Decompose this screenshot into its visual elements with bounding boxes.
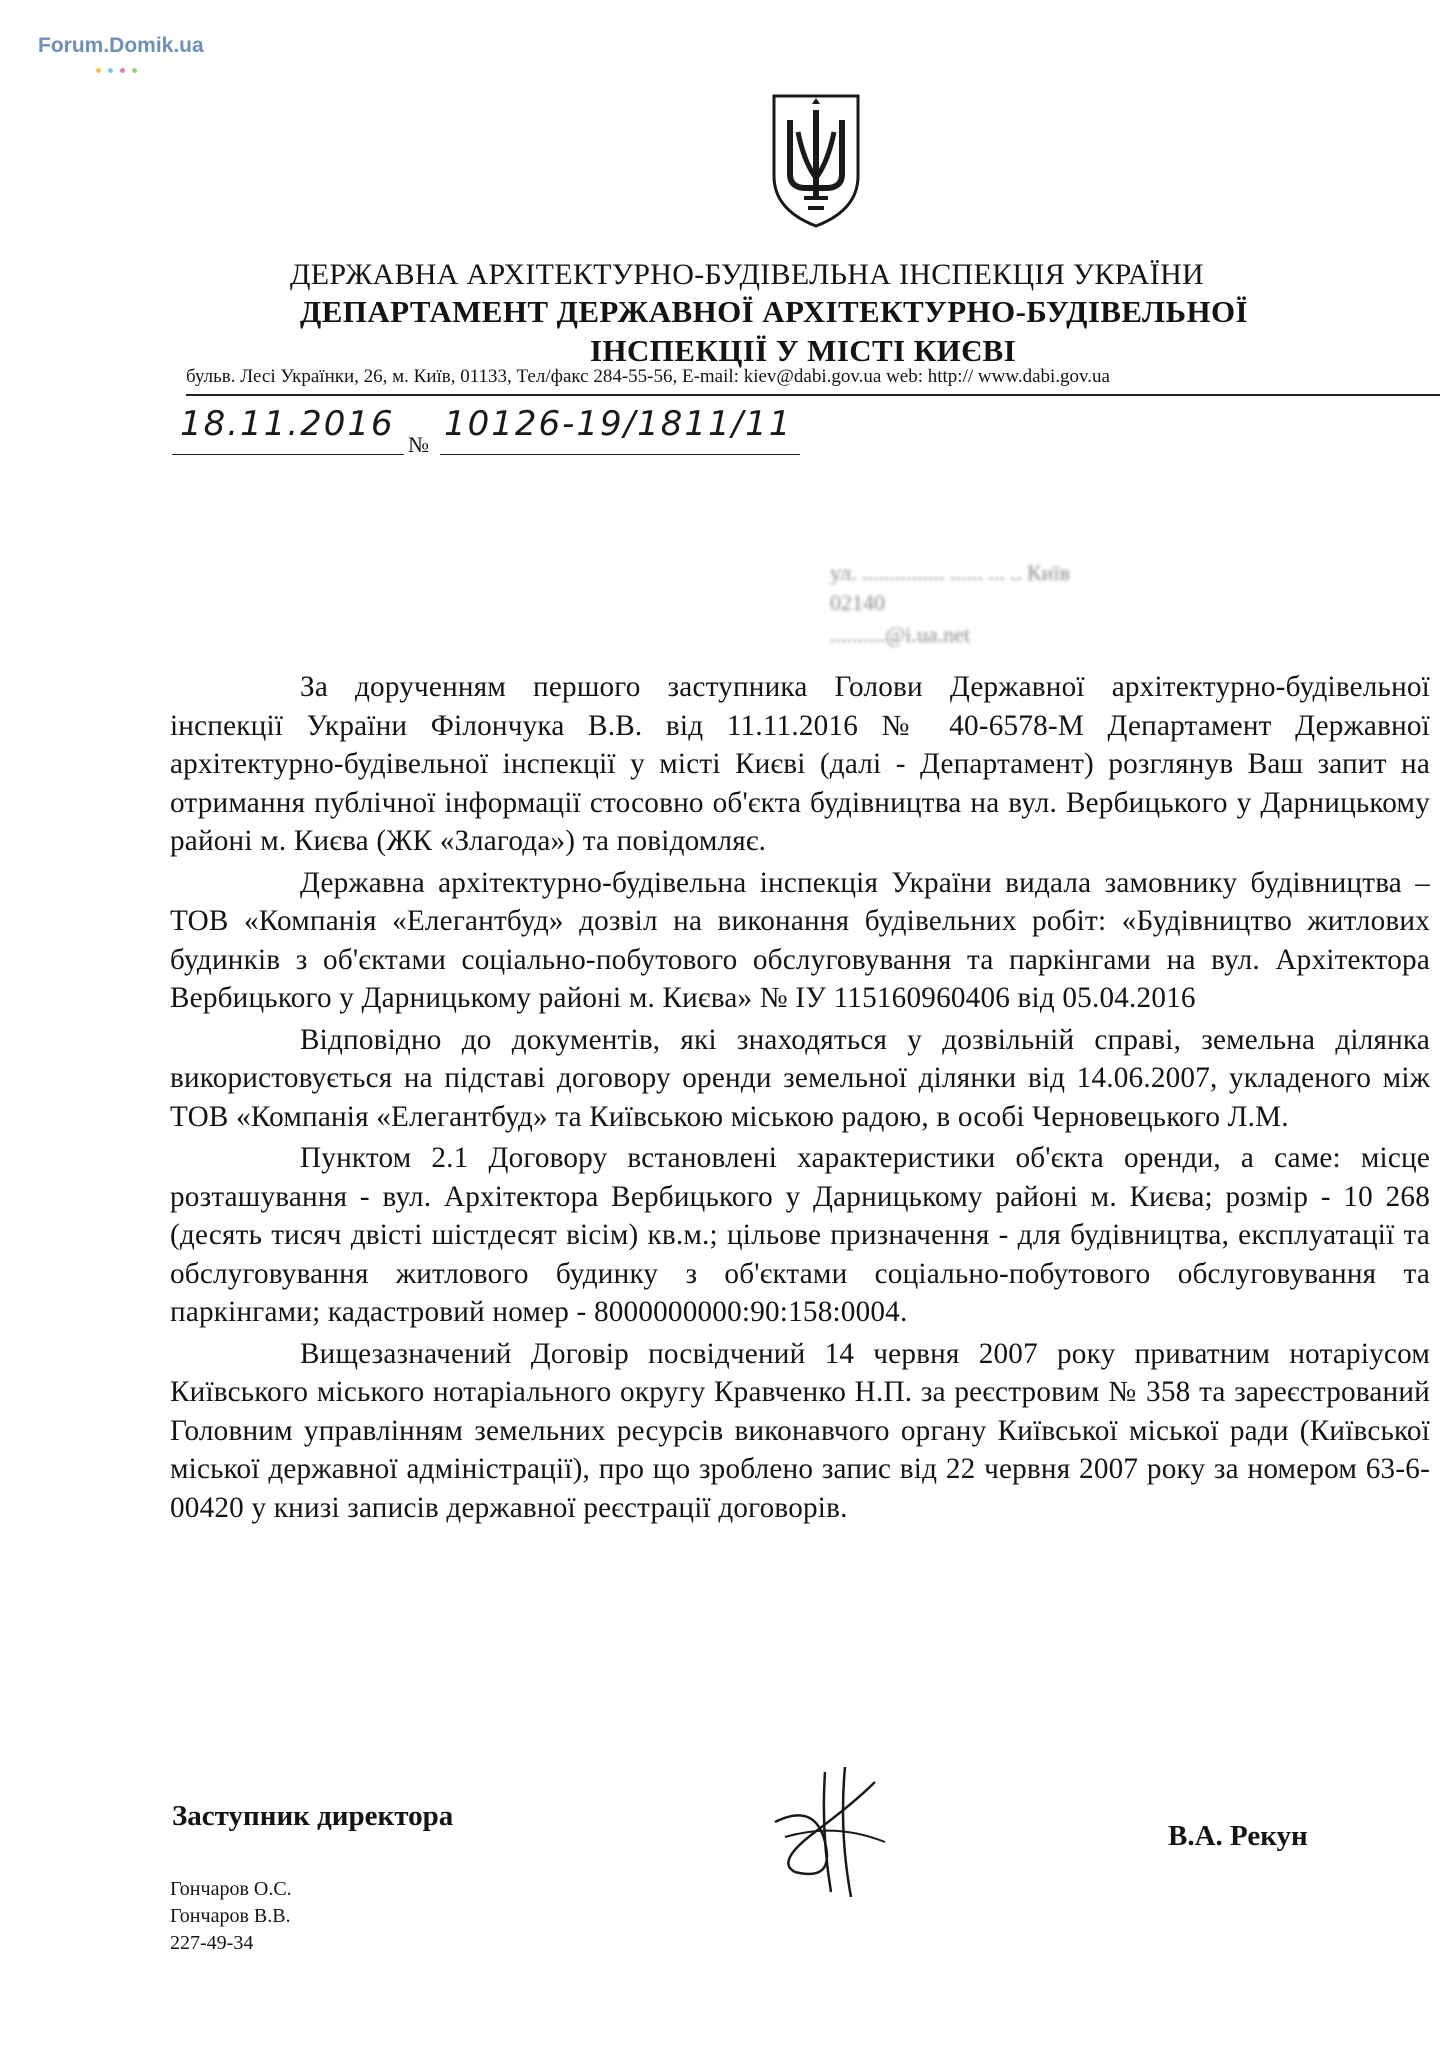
- executors-block: [170, 1876, 292, 1957]
- recipient-address-redacted: ул. ............... ...... ... .. Київ: [830, 560, 1070, 585]
- paragraph-registration: Вищезазначений Договір посвідчений 14 червня 2007 року приватним нотаріусом Київського міського нотаріального округу Кравченко Н.П. за реєстровим № 358 та зареєстрований Головним управлінням земельних ресурсів виконавчого органу Київської міської ради (Київської міської державної адміністрації), про що зроблено запис від 22 червня 2007 року за номером 63-6-00420 у книзі записів державної реєстрації договорів.: [170, 1337, 1430, 1524]
- executor-name: Гончаров В.В.: [170, 1905, 291, 1927]
- coat-of-arms-trident-icon: [768, 92, 864, 230]
- paragraph-permit: Державна архітектурно-будівельна інспекція України видала замовнику будівництва – ТОВ «Компанія «Елегантбуд» дозвіл на виконання будівельних робіт: «Будівництво житлових будинків з об'єктами соціально-побутового обслуговування та паркінгами на вул. Архітектора Вербицького у Дарницькому районі м. Києва» № ІУ 115160960406 від 05.04.2016: [170, 866, 1430, 1014]
- registration-date: 18.11.2016: [180, 404, 395, 444]
- registration-number-sign: №: [408, 432, 429, 457]
- registration-date-line: [172, 454, 404, 455]
- recipient-postcode: 02140: [830, 590, 885, 615]
- header-department-city: ІНСПЕКЦІЇ У МІСТІ КИЄВІ: [590, 333, 1017, 368]
- header-ministry: ДЕРЖАВНА АРХІТЕКТУРНО-БУДІВЕЛЬНА ІНСПЕКЦІЯ УКРАЇНИ: [290, 258, 1205, 291]
- signatory-name: В.А. Рекун: [1168, 1820, 1308, 1852]
- header-department: ДЕПАРТАМЕНТ ДЕРЖАВНОЇ АРХІТЕКТУРНО-БУДІВЕЛЬНОЇ: [300, 294, 1248, 329]
- paragraph-request: За дорученням першого заступника Голови Державної архітектурно-будівельної інспекції України Філончука В.В. від 11.11.2016 № 40-6578-М Департамент Державної архітектурно-будівельної інспекції у місті Києві (далі - Департамент) розглянув Ваш запит на отримання публічної інформації стосовно об'єкта будівництва на вул. Вербицького у Дарницькому районі м. Києва (ЖК «Злагода») та повідомляє.: [170, 671, 1430, 857]
- paragraph-lease-terms: Пунктом 2.1 Договору встановлені характеристики об'єкта оренди, а саме: місце розташування - вул. Архітектора Вербицького у Дарницькому районі м. Києва; розмір - 10 268 (десять тисяч двісті шістдесят вісім) кв.м.; цільове призначення - для будівництва, експлуатації та обслуговування житлового будинку з об'єктами соціально-побутового обслуговування та паркінгами; кадастровий номер - 8000000000:90:158:0004.: [170, 1142, 1430, 1328]
- watermark-dots: [96, 60, 144, 78]
- watermark-dot: [108, 68, 113, 73]
- registration-number-line: [440, 454, 800, 455]
- registration-number: 10126-19/1811/11: [444, 404, 793, 444]
- header-divider: [186, 394, 1440, 396]
- recipient-email-redacted: ..........@i.ua.net: [830, 622, 971, 647]
- executor-name: Гончаров О.С.: [170, 1878, 292, 1900]
- header-address: бульв. Лесі Українки, 26, м. Київ, 01133, Тел/факс 284-55-56, E-mail: kiev@dabi.gov.ua web: http:// www.dabi.gov.ua: [186, 366, 1110, 387]
- handwritten-signature: [755, 1762, 905, 1902]
- watermark-dot: [132, 68, 137, 73]
- watermark-dot: [120, 68, 125, 73]
- watermark-site: Forum.Domik.ua: [38, 34, 204, 57]
- executor-phone: 227-49-34: [170, 1932, 254, 1954]
- paragraph-land-lease: Відповідно до документів, які знаходяться у дозвільній справі, земельна ділянка використовується на підставі договору оренди земельної ділянки від 14.06.2007, укладеного між ТОВ «Компанія «Елегантбуд» та Київською міською радою, в особі Черновецького Л.М.: [170, 1023, 1430, 1133]
- letter-body: [170, 668, 1430, 1527]
- watermark-dot: [96, 68, 101, 73]
- signatory-title: Заступник директора: [172, 1800, 454, 1832]
